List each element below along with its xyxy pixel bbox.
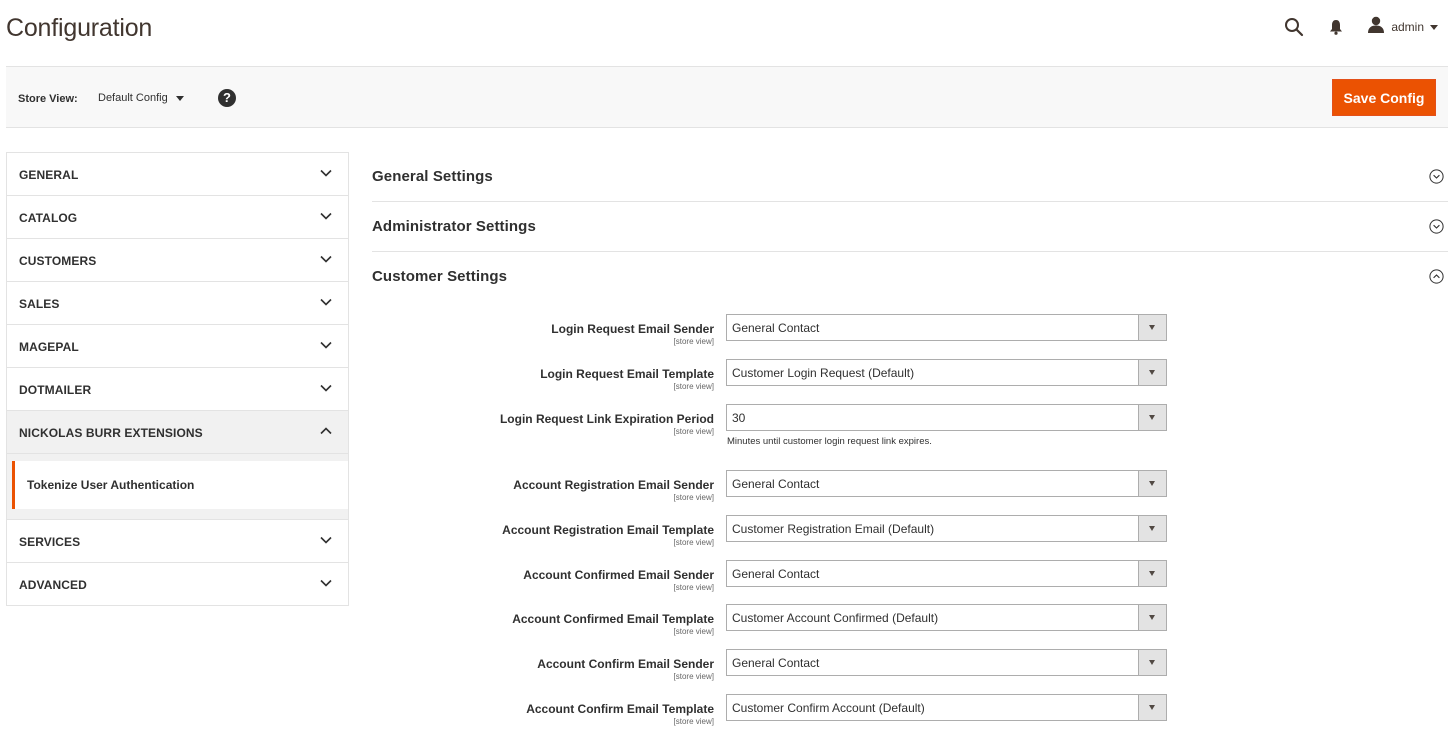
login-request-email-template-select[interactable] bbox=[726, 359, 1167, 386]
select-value: General Contact bbox=[732, 567, 820, 581]
expand-circle-icon bbox=[1429, 219, 1444, 234]
field-note: Minutes until customer login request link expires. bbox=[727, 436, 932, 447]
chevron-down-icon bbox=[320, 535, 332, 545]
sidebar-item-catalog[interactable] bbox=[7, 196, 348, 239]
field-label bbox=[512, 612, 714, 636]
chevron-down-icon bbox=[320, 211, 332, 221]
chevron-down-icon bbox=[1138, 561, 1166, 586]
field-label-text: Login Request Link Expiration Period bbox=[499, 412, 714, 426]
field-label-text: Account Confirm Email Sender bbox=[537, 657, 714, 671]
sidebar-item-label: DOTMAILER bbox=[19, 383, 92, 397]
sidebar-item-label: CATALOG bbox=[19, 211, 78, 225]
chevron-down-icon bbox=[176, 96, 184, 101]
section-title: General Settings bbox=[372, 168, 493, 185]
sidebar-subitem-tokenize-user-authentication[interactable] bbox=[12, 461, 348, 509]
account-confirm-email-sender-select[interactable] bbox=[726, 649, 1167, 676]
sidebar-item-dotmailer[interactable] bbox=[7, 368, 348, 411]
chevron-down-icon bbox=[1138, 360, 1166, 385]
chevron-down-icon bbox=[320, 168, 332, 178]
chevron-down-icon bbox=[1138, 605, 1166, 630]
field-scope: [store view] bbox=[673, 717, 714, 726]
section-customer-settings[interactable] bbox=[372, 252, 1448, 302]
field-label bbox=[540, 367, 714, 391]
select-value: Customer Registration Email (Default) bbox=[732, 522, 935, 536]
field-label bbox=[551, 322, 714, 346]
collapse-circle-icon bbox=[1429, 269, 1444, 284]
header-actions bbox=[1281, 14, 1438, 40]
sidebar-subitem-label: Tokenize User Authentication bbox=[27, 478, 195, 492]
field-label bbox=[502, 523, 714, 547]
section-general-settings[interactable] bbox=[372, 152, 1448, 202]
field-label-text: Account Registration Email Sender bbox=[513, 478, 714, 492]
select-value: Customer Confirm Account (Default) bbox=[732, 701, 925, 715]
sidebar-item-general[interactable] bbox=[7, 153, 348, 196]
sidebar-item-label: GENERAL bbox=[19, 168, 79, 182]
page-title: Configuration bbox=[6, 14, 153, 42]
chevron-down-icon bbox=[320, 297, 332, 307]
sidebar-item-label: MAGEPAL bbox=[19, 340, 79, 354]
chevron-down-icon bbox=[1138, 695, 1166, 720]
sidebar-item-advanced[interactable] bbox=[7, 563, 348, 606]
expand-circle-icon bbox=[1429, 169, 1444, 184]
field-label bbox=[513, 478, 714, 502]
chevron-down-icon bbox=[320, 383, 332, 393]
field-label-text: Account Registration Email Template bbox=[502, 523, 714, 537]
user-name: admin bbox=[1391, 20, 1424, 34]
login-request-link-expiration-select[interactable] bbox=[726, 404, 1167, 431]
store-view-label: Store View: bbox=[18, 93, 78, 105]
account-confirmed-email-template-select[interactable] bbox=[726, 604, 1167, 631]
select-value: 30 bbox=[732, 411, 746, 425]
sidebar-submenu bbox=[7, 454, 348, 520]
chevron-down-icon bbox=[320, 578, 332, 588]
login-request-email-sender-select[interactable] bbox=[726, 314, 1167, 341]
field-label-text: Account Confirm Email Template bbox=[526, 702, 714, 716]
store-switcher-bar bbox=[6, 66, 1448, 128]
chevron-down-icon bbox=[1138, 405, 1166, 430]
search-icon[interactable] bbox=[1281, 14, 1307, 40]
select-value: General Contact bbox=[732, 321, 820, 335]
field-scope: [store view] bbox=[673, 627, 714, 636]
field-scope: [store view] bbox=[673, 583, 714, 592]
field-label bbox=[537, 657, 714, 681]
chevron-down-icon bbox=[1138, 471, 1166, 496]
field-label bbox=[526, 702, 714, 726]
chevron-down-icon bbox=[1138, 650, 1166, 675]
field-label-text: Account Confirmed Email Sender bbox=[523, 568, 714, 582]
user-icon bbox=[1367, 16, 1385, 38]
field-scope: [store view] bbox=[673, 337, 714, 346]
section-title: Customer Settings bbox=[372, 268, 508, 285]
user-menu[interactable] bbox=[1367, 16, 1438, 38]
store-view-value: Default Config bbox=[98, 92, 168, 104]
select-value: Customer Account Confirmed (Default) bbox=[732, 611, 939, 625]
sidebar-item-label: CUSTOMERS bbox=[19, 254, 97, 268]
sidebar-item-label: NICKOLAS BURR EXTENSIONS bbox=[19, 426, 203, 440]
section-title: Administrator Settings bbox=[372, 218, 536, 235]
sidebar-item-sales[interactable] bbox=[7, 282, 348, 325]
chevron-down-icon bbox=[1430, 25, 1438, 30]
chevron-down-icon bbox=[1138, 315, 1166, 340]
field-scope: [store view] bbox=[673, 672, 714, 681]
bell-icon[interactable] bbox=[1323, 14, 1349, 40]
save-config-button[interactable]: Save Config bbox=[1332, 79, 1436, 116]
select-value: Customer Login Request (Default) bbox=[732, 366, 915, 380]
account-registration-email-template-select[interactable] bbox=[726, 515, 1167, 542]
chevron-down-icon bbox=[320, 340, 332, 350]
account-registration-email-sender-select[interactable] bbox=[726, 470, 1167, 497]
field-label-text: Account Confirmed Email Template bbox=[512, 612, 714, 626]
page-header bbox=[0, 0, 1454, 65]
chevron-up-icon bbox=[320, 426, 332, 436]
field-label-text: Login Request Email Template bbox=[540, 367, 714, 381]
chevron-down-icon bbox=[320, 254, 332, 264]
account-confirm-email-template-select[interactable] bbox=[726, 694, 1167, 721]
config-sidebar bbox=[6, 152, 349, 606]
sidebar-item-label: SALES bbox=[19, 297, 60, 311]
field-label bbox=[500, 412, 714, 436]
sidebar-item-customers[interactable] bbox=[7, 239, 348, 282]
field-scope: [store view] bbox=[673, 493, 714, 502]
sidebar-item-label: SERVICES bbox=[19, 535, 81, 549]
sidebar-item-magepal[interactable] bbox=[7, 325, 348, 368]
config-main bbox=[372, 152, 1448, 302]
section-administrator-settings[interactable] bbox=[372, 202, 1448, 252]
field-label bbox=[523, 568, 714, 592]
field-scope: [store view] bbox=[673, 427, 714, 436]
chevron-down-icon bbox=[1138, 516, 1166, 541]
select-value: General Contact bbox=[732, 477, 820, 491]
help-icon[interactable]: ? bbox=[218, 89, 236, 107]
store-view-dropdown[interactable] bbox=[98, 92, 184, 104]
sidebar-item-label: ADVANCED bbox=[19, 578, 87, 592]
account-confirmed-email-sender-select[interactable] bbox=[726, 560, 1167, 587]
sidebar-item-nickolas-burr-extensions[interactable] bbox=[7, 411, 348, 454]
sidebar-item-services[interactable] bbox=[7, 520, 348, 563]
field-scope: [store view] bbox=[673, 538, 714, 547]
select-value: General Contact bbox=[732, 656, 820, 670]
field-label-text: Login Request Email Sender bbox=[551, 322, 714, 336]
field-scope: [store view] bbox=[673, 382, 714, 391]
